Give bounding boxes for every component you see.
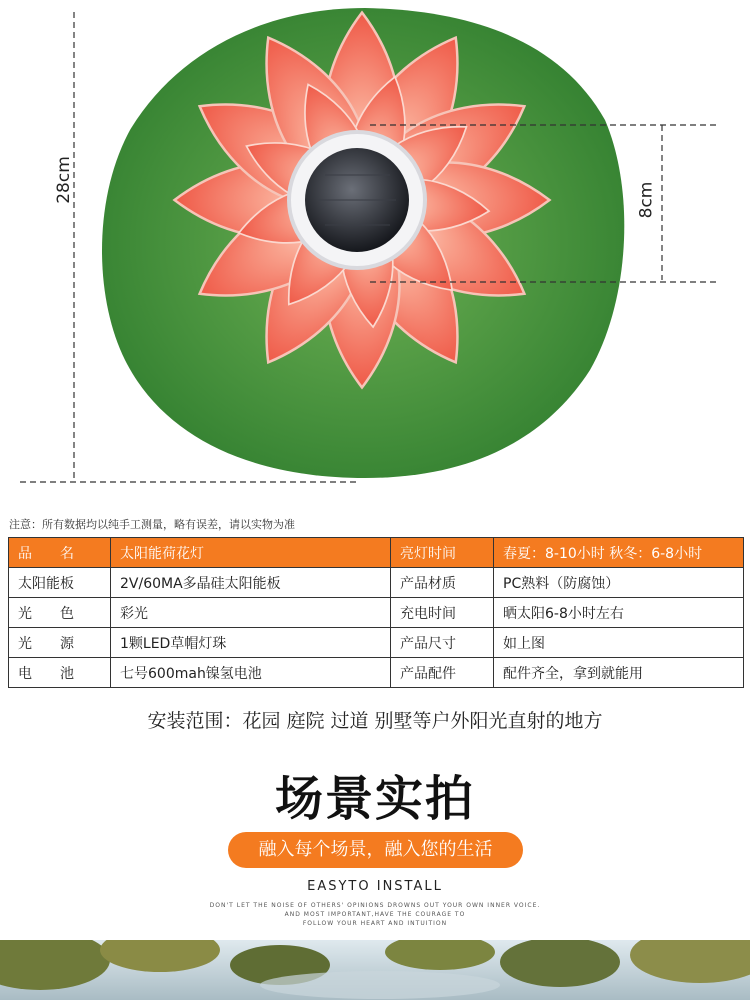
spec-key: 产品尺寸 (391, 628, 494, 658)
spec-value: PC熟料（防腐蚀） (494, 568, 744, 598)
spec-value: 2V/60MA多晶硅太阳能板 (111, 568, 391, 598)
dimension-solar-label: 8cm (636, 181, 657, 219)
table-row (9, 628, 744, 658)
spec-key: 产品材质 (391, 568, 494, 598)
spec-table (8, 537, 744, 688)
spec-key: 亮灯时间 (391, 538, 494, 568)
spec-key: 品 名 (9, 538, 111, 568)
brand-text: EASYTO INSTALL (307, 879, 443, 894)
spec-value: 太阳能荷花灯 (111, 538, 391, 568)
quote-line: AND MOST IMPORTANT,HAVE THE COURAGE TO (284, 911, 466, 918)
spec-value: 1颗LED草帽灯珠 (111, 628, 391, 658)
spec-value: 晒太阳6-8小时左右 (494, 598, 744, 628)
scene-title: 场景实拍 (274, 771, 475, 827)
spec-key: 光 源 (9, 628, 111, 658)
table-row (9, 538, 744, 568)
spec-value: 如上图 (494, 628, 744, 658)
spec-value: 七号600mah镍氢电池 (111, 658, 391, 688)
spec-key: 充电时间 (391, 598, 494, 628)
spec-key: 电 池 (9, 658, 111, 688)
scene-photo (0, 940, 750, 1000)
table-row (9, 598, 744, 628)
quote-line: DON'T LET THE NOISE OF OTHERS' OPINIONS DROWNS OUT YOUR OWN INNER VOICE. (209, 902, 541, 909)
install-range-text: 安装范围：花园 庭院 过道 别墅等户外阳光直射的地方 (147, 710, 603, 732)
table-row (9, 568, 744, 598)
spec-value: 配件齐全，拿到就能用 (494, 658, 744, 688)
spec-value: 春夏：8-10小时 秋冬：6-8小时 (494, 538, 744, 568)
spec-key: 光 色 (9, 598, 111, 628)
table-row (9, 658, 744, 688)
quote-line: FOLLOW YOUR HEART AND INTUITION (302, 920, 448, 927)
measurement-note: 注意：所有数据均以纯手工测量，略有误差，请以实物为准 (9, 518, 295, 531)
slogan-badge: 融入每个场景，融入您的生活 (228, 832, 523, 868)
spec-key: 太阳能板 (9, 568, 111, 598)
spec-key: 产品配件 (391, 658, 494, 688)
dimension-height-label: 28cm (53, 156, 74, 204)
spec-value: 彩光 (111, 598, 391, 628)
